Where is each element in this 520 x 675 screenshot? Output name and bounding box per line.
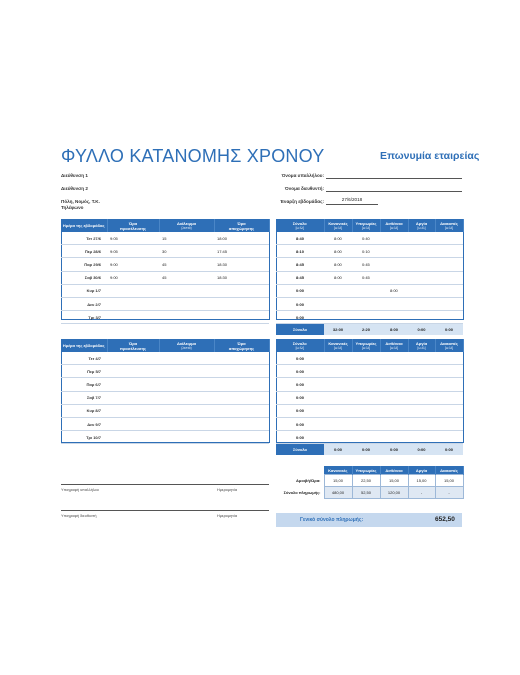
grand-total-label: Γενικό σύνολο πληρωμής:	[300, 517, 364, 523]
hol-cell[interactable]	[408, 378, 435, 391]
totals-sick: 0:00	[380, 444, 408, 456]
total-cell: 8:45	[276, 271, 324, 284]
employee-name-field[interactable]	[326, 171, 462, 179]
sick-cell[interactable]	[380, 297, 408, 310]
time-out-cell[interactable]	[214, 391, 269, 404]
sick-cell[interactable]: 8:00	[380, 284, 408, 297]
hol-cell[interactable]	[408, 311, 435, 324]
reg-cell[interactable]	[324, 431, 352, 444]
totals-ot: 2:20	[352, 324, 380, 336]
summary-header-1: Υπερωρίες	[352, 466, 380, 475]
employee-name-label: Όνομα υπαλλήλου:	[281, 173, 324, 178]
time-in-cell[interactable]: 9:00	[107, 258, 159, 271]
ot-cell[interactable]	[352, 431, 380, 444]
summary-header-3: Αργία	[408, 466, 435, 475]
table-row	[61, 417, 269, 430]
vac-cell[interactable]	[435, 378, 463, 391]
reg-cell[interactable]: 8:00	[324, 258, 352, 271]
header-2: Υπερωρίες [ω:λλ]	[352, 339, 380, 352]
totals-reg: 0:00	[324, 444, 352, 456]
ot-cell[interactable]	[352, 284, 380, 297]
company-name: Επωνυμία εταιρείας	[380, 150, 480, 162]
address-line-2: Διεύθυνση 2	[61, 186, 88, 191]
table-row	[276, 271, 463, 284]
sick-cell[interactable]	[380, 258, 408, 271]
sick-cell[interactable]	[380, 404, 408, 417]
pay-summary-table	[276, 466, 464, 499]
header-3: Ασθένεια [ω:λλ]	[380, 219, 408, 232]
reg-cell[interactable]: 8:00	[324, 232, 352, 245]
header-break: Διάλειμμα (λεπτά)	[159, 339, 214, 352]
table-row	[61, 284, 269, 297]
table-row	[276, 258, 463, 271]
time-out-cell[interactable]	[214, 311, 269, 324]
break-cell[interactable]: 45	[159, 258, 214, 271]
total-cell: 8:40	[276, 232, 324, 245]
hol-cell[interactable]	[408, 232, 435, 245]
reg-cell[interactable]	[324, 284, 352, 297]
total-cell: 0:00	[276, 378, 324, 391]
table-row	[276, 311, 463, 324]
totals-row	[276, 444, 463, 456]
day-cell: Παρ 29/6	[61, 258, 107, 271]
table-row	[276, 245, 463, 258]
rate-cell[interactable]: 15,00	[324, 475, 352, 487]
sick-cell[interactable]	[380, 378, 408, 391]
header-time-out: Ώρα αποχώρησης	[214, 219, 269, 232]
hol-cell[interactable]	[408, 271, 435, 284]
employee-date-label: Ημερομηνία	[217, 488, 238, 492]
break-cell[interactable]	[159, 365, 214, 378]
table-row	[61, 378, 269, 391]
time-out-cell[interactable]	[214, 352, 269, 365]
vac-cell[interactable]	[435, 391, 463, 404]
break-cell[interactable]: 45	[159, 271, 214, 284]
pay-total-label: Σύνολο πληρωμής:	[283, 490, 321, 495]
time-in-cell[interactable]	[107, 311, 159, 324]
reg-cell[interactable]	[324, 352, 352, 365]
time-out-cell[interactable]: 18:30	[214, 271, 269, 284]
time-out-cell[interactable]: 18:30	[214, 258, 269, 271]
table-row	[61, 391, 269, 404]
sick-cell[interactable]	[380, 271, 408, 284]
table-row	[276, 404, 463, 417]
employee-signature-line[interactable]	[61, 484, 269, 485]
ot-cell[interactable]: 0:10	[352, 245, 380, 258]
time-in-cell[interactable]: 9:05	[107, 232, 159, 245]
table-row	[276, 284, 463, 297]
time-out-cell[interactable]	[214, 284, 269, 297]
table-row	[276, 232, 463, 245]
rate-cell[interactable]: 15,00	[435, 475, 463, 487]
reg-cell[interactable]	[324, 365, 352, 378]
ot-cell[interactable]: 0:40	[352, 232, 380, 245]
header-4: Αργία [ω:λλ]	[408, 219, 435, 232]
ot-cell[interactable]	[352, 404, 380, 417]
hol-cell[interactable]	[408, 258, 435, 271]
hol-cell[interactable]	[408, 417, 435, 430]
table-row	[61, 365, 269, 378]
table-row	[61, 404, 269, 417]
time-out-cell[interactable]	[214, 404, 269, 417]
week-start-label: Έναρξη εβδομάδας:	[279, 199, 324, 204]
sick-cell[interactable]	[380, 311, 408, 324]
rate-cell[interactable]: 15,00	[380, 475, 408, 487]
break-cell[interactable]	[159, 431, 214, 444]
ot-cell[interactable]	[352, 352, 380, 365]
pay-cell: -	[435, 487, 463, 499]
pay-cell: 120,00	[380, 487, 408, 499]
header-5: Διακοπές [ω:λλ]	[435, 339, 463, 352]
total-cell: 0:00	[276, 391, 324, 404]
totals-vac: 0:00	[435, 324, 463, 336]
totals-row	[276, 324, 463, 336]
hol-cell[interactable]	[408, 404, 435, 417]
sick-cell[interactable]	[380, 352, 408, 365]
week-start-value: 27/6/2018	[341, 197, 363, 202]
vac-cell[interactable]	[435, 245, 463, 258]
reg-cell[interactable]	[324, 378, 352, 391]
header-break: Διάλειμμα (λεπτά)	[159, 219, 214, 232]
break-cell[interactable]	[159, 391, 214, 404]
time-out-cell[interactable]	[214, 297, 269, 310]
total-cell: 8:10	[276, 245, 324, 258]
break-cell[interactable]: 15	[159, 232, 214, 245]
ot-cell[interactable]	[352, 378, 380, 391]
rate-cell[interactable]: 22,50	[352, 475, 380, 487]
day-cell: Δευ 9/7	[61, 417, 107, 430]
table-row	[61, 352, 269, 365]
header-1: Κανονικές [ω:λλ]	[324, 339, 352, 352]
reg-cell[interactable]: 8:00	[324, 271, 352, 284]
header-0: Σύνολο [ω:λλ]	[276, 339, 324, 352]
time-out-cell[interactable]: 18:00	[214, 232, 269, 245]
header-day: Ημέρα της εβδομάδας	[61, 339, 107, 352]
time-in-cell[interactable]	[107, 417, 159, 430]
totals-sick: 8:00	[380, 324, 408, 336]
break-cell[interactable]	[159, 378, 214, 391]
totals-reg: 32:00	[324, 324, 352, 336]
vac-cell[interactable]	[435, 431, 463, 444]
hol-cell[interactable]	[408, 431, 435, 444]
break-cell[interactable]	[159, 404, 214, 417]
break-cell[interactable]	[159, 352, 214, 365]
ot-cell[interactable]: 0:45	[352, 258, 380, 271]
week-start-field[interactable]	[326, 197, 378, 205]
manager-name-field[interactable]	[326, 184, 462, 192]
table-row	[61, 431, 269, 444]
vac-cell[interactable]	[435, 311, 463, 324]
total-cell: 0:00	[276, 431, 324, 444]
manager-signature-label: Υπογραφή διευθυντή	[61, 514, 97, 518]
sick-cell[interactable]	[380, 391, 408, 404]
sick-cell[interactable]	[380, 365, 408, 378]
total-cell: 0:00	[276, 365, 324, 378]
pay-cell: 52,50	[352, 487, 380, 499]
day-cell: Δευ 2/7	[61, 297, 107, 310]
day-cell: Τρι 10/7	[61, 431, 107, 444]
table-row	[61, 245, 269, 258]
day-cell: Κυρ 1/7	[61, 284, 107, 297]
day-cell: Πεμ 5/7	[61, 365, 107, 378]
vac-cell[interactable]	[435, 258, 463, 271]
reg-cell[interactable]: 8:00	[324, 245, 352, 258]
table-row	[61, 232, 269, 245]
header-1: Κανονικές [ω:λλ]	[324, 219, 352, 232]
address-phone: Τηλέφωνο	[61, 205, 84, 210]
table-row	[61, 297, 269, 310]
ot-cell[interactable]	[352, 417, 380, 430]
totals-label: Σύνολο	[276, 444, 324, 456]
hol-cell[interactable]	[408, 297, 435, 310]
table-row	[276, 391, 463, 404]
reg-cell[interactable]	[324, 311, 352, 324]
time-in-cell[interactable]	[107, 365, 159, 378]
day-cell: Σαβ 7/7	[61, 391, 107, 404]
totals-ot: 0:00	[352, 444, 380, 456]
week2-hours-table	[276, 339, 464, 455]
pay-cell: -	[408, 487, 435, 499]
totals-hol: 0:00	[408, 444, 435, 456]
break-cell[interactable]	[159, 417, 214, 430]
employee-signature-label: Υπογραφή υπαλλήλου	[61, 488, 99, 492]
pay-cell: 480,00	[324, 487, 352, 499]
time-out-cell[interactable]	[214, 431, 269, 444]
time-in-cell[interactable]	[107, 284, 159, 297]
time-out-cell[interactable]	[214, 417, 269, 430]
hol-cell[interactable]	[408, 391, 435, 404]
vac-cell[interactable]	[435, 271, 463, 284]
header-time-in: Ώρα προσέλευσης	[107, 339, 159, 352]
summary-header-0: Κανονικές	[324, 466, 352, 475]
table-row	[61, 271, 269, 284]
address-city: Πόλη, Νομός, Τ.Κ.	[61, 199, 100, 204]
break-cell[interactable]	[159, 297, 214, 310]
sick-cell[interactable]	[380, 417, 408, 430]
reg-cell[interactable]	[324, 417, 352, 430]
reg-cell[interactable]	[324, 297, 352, 310]
day-cell: Κυρ 8/7	[61, 404, 107, 417]
week2-times-table	[61, 339, 270, 444]
time-in-cell[interactable]	[107, 352, 159, 365]
day-cell: Σαβ 30/6	[61, 271, 107, 284]
table-row	[276, 297, 463, 310]
totals-label: Σύνολο	[276, 324, 324, 336]
vac-cell[interactable]	[435, 352, 463, 365]
day-cell: Τετ 27/6	[61, 232, 107, 245]
vac-cell[interactable]	[435, 232, 463, 245]
header-time-in: Ώρα προσέλευσης	[107, 219, 159, 232]
break-cell[interactable]	[159, 311, 214, 324]
day-cell: Παρ 6/7	[61, 378, 107, 391]
header-5: Διακοπές [ω:λλ]	[435, 219, 463, 232]
sick-cell[interactable]	[380, 245, 408, 258]
ot-cell[interactable]	[352, 365, 380, 378]
break-cell[interactable]	[159, 284, 214, 297]
reg-cell[interactable]	[324, 404, 352, 417]
total-cell: 8:45	[276, 258, 324, 271]
totals-vac: 0:00	[435, 444, 463, 456]
header-time-out: Ώρα αποχώρησης	[214, 339, 269, 352]
ot-cell[interactable]	[352, 297, 380, 310]
total-cell: 0:00	[276, 297, 324, 310]
time-in-cell[interactable]	[107, 391, 159, 404]
header-3: Ασθένεια [ω:λλ]	[380, 339, 408, 352]
time-in-cell[interactable]	[107, 378, 159, 391]
table-row	[61, 258, 269, 271]
time-in-cell[interactable]: 9:05	[107, 245, 159, 258]
vac-cell[interactable]	[435, 297, 463, 310]
break-cell[interactable]: 30	[159, 245, 214, 258]
page-title: ΦΥΛΛΟ ΚΑΤΑΝΟΜΗΣ ΧΡΟΝΟΥ	[61, 146, 325, 166]
address-line-1: Διεύθυνση 1	[61, 173, 88, 178]
manager-name-label: Όνομα διευθυντή:	[284, 186, 324, 191]
week1-hours-table	[276, 219, 464, 335]
time-in-cell[interactable]	[107, 431, 159, 444]
sick-cell[interactable]	[380, 431, 408, 444]
reg-cell[interactable]	[324, 391, 352, 404]
header-0: Σύνολο [ω:λλ]	[276, 219, 324, 232]
table-row	[276, 378, 463, 391]
summary-header-4: Διακοπές	[435, 466, 463, 475]
table-row	[276, 431, 463, 444]
total-cell: 0:00	[276, 284, 324, 297]
manager-signature-line[interactable]	[61, 510, 269, 511]
header-2: Υπερωρίες [ω:λλ]	[352, 219, 380, 232]
ot-cell[interactable]: 0:45	[352, 271, 380, 284]
time-in-cell[interactable]	[107, 404, 159, 417]
vac-cell[interactable]	[435, 284, 463, 297]
hol-cell[interactable]	[408, 365, 435, 378]
vac-cell[interactable]	[435, 404, 463, 417]
manager-date-label: Ημερομηνία	[217, 514, 238, 518]
rate-cell[interactable]: 15,00	[408, 475, 435, 487]
day-cell: Τρι 3/7	[61, 311, 107, 324]
hol-cell[interactable]	[408, 352, 435, 365]
sick-cell[interactable]	[380, 232, 408, 245]
week1-times-table	[61, 219, 270, 324]
header-day: Ημέρα της εβδομάδας	[61, 219, 107, 232]
day-cell: Πεμ 28/6	[61, 245, 107, 258]
total-cell: 0:00	[276, 404, 324, 417]
table-row	[61, 311, 269, 324]
totals-hol: 0:00	[408, 324, 435, 336]
header-4: Αργία [ω:λλ]	[408, 339, 435, 352]
table-row	[276, 417, 463, 430]
ot-cell[interactable]	[352, 311, 380, 324]
time-out-cell[interactable]: 17:45	[214, 245, 269, 258]
vac-cell[interactable]	[435, 365, 463, 378]
vac-cell[interactable]	[435, 417, 463, 430]
total-cell: 0:00	[276, 311, 324, 324]
day-cell: Τετ 4/7	[61, 352, 107, 365]
time-out-cell[interactable]	[214, 365, 269, 378]
total-cell: 0:00	[276, 417, 324, 430]
time-in-cell[interactable]: 9:00	[107, 271, 159, 284]
hol-cell[interactable]	[408, 245, 435, 258]
hol-cell[interactable]	[408, 284, 435, 297]
total-cell: 0:00	[276, 352, 324, 365]
table-row	[276, 365, 463, 378]
ot-cell[interactable]	[352, 391, 380, 404]
table-row	[276, 352, 463, 365]
summary-header-2: Ασθένεια	[380, 466, 408, 475]
time-in-cell[interactable]	[107, 297, 159, 310]
grand-total-value: 652,50	[435, 516, 455, 523]
time-out-cell[interactable]	[214, 378, 269, 391]
rate-label: Αμοιβή/Ώρα:	[295, 478, 321, 483]
